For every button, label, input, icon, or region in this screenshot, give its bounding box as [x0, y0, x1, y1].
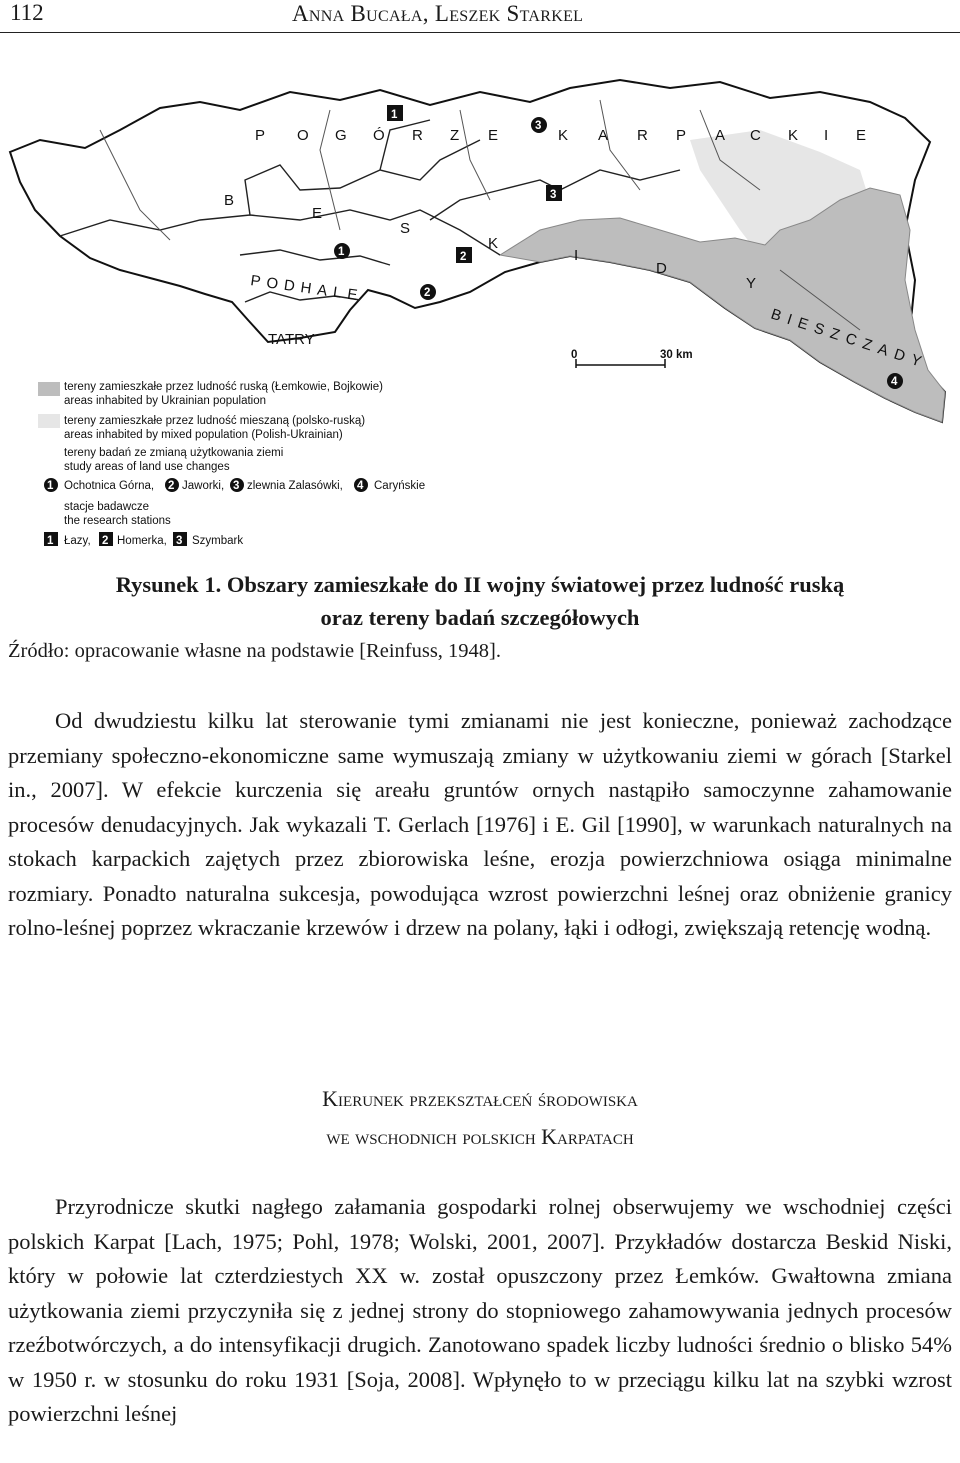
page-number: 112	[10, 0, 44, 25]
label-karpackie-P: P	[676, 127, 687, 144]
label-beskidy-K: K	[488, 235, 499, 252]
scale-bar	[571, 349, 693, 368]
station-2: Homerka,	[117, 535, 167, 547]
svg-text:3: 3	[535, 120, 542, 132]
paragraph-1-text: Od dwudziestu kilku lat sterowanie tymi zmianami nie jest konieczne, ponieważ zachodzące przemiany społeczno-ekonomiczne same wymuszają zmiany w użytkowaniu ziemi w górach [Starkel in., 2007]. W efekcie kurczenia się areału gruntów ornych nastąpiło samoczynne zahamowanie procesów denudacyjnych. Jak wykazali T. Gerlach [1976] i E. Gil [1990], w warunkach naturalnych na stokach karpackich zajętych przez zbiorowiska leśne, erozja powierzchniowa osiąga minimalne rozmiary. Ponadto naturalna sukcesja, powodująca wzrost powierzchni leśnej oraz obniżenie granicy rolno-leśnej poprzez wkraczanie krzewów i drzew na polany, łąki i odłogi, zwiększają retencję wodną.	[8, 708, 952, 940]
svg-text:1: 1	[391, 109, 398, 121]
svg-text:2: 2	[168, 480, 175, 492]
label-bieszczady: BIESZCZADY	[768, 305, 931, 373]
label-pogorze-O: O	[297, 127, 309, 144]
svg-text:2: 2	[102, 535, 109, 547]
station-1: Łazy,	[64, 535, 91, 547]
legend-study-pl: tereny badań ze zmianą użytkowania ziemi	[64, 447, 284, 459]
label-pogorze-P: P	[255, 127, 266, 144]
marker-square-2	[456, 247, 472, 263]
svg-text:3: 3	[233, 480, 240, 492]
marker-circle-4	[887, 373, 903, 389]
marker-circle-2	[420, 284, 436, 300]
running-head-authors: Anna Bucała, Leszek Starkel	[292, 1, 584, 26]
scale-end: 30 km	[660, 349, 693, 361]
marker-circle-1	[334, 243, 350, 259]
section-title-line-2: we wschodnich polskich Karpatach	[326, 1124, 634, 1149]
svg-text:2: 2	[424, 287, 431, 299]
study-site-4: Caryńskie	[374, 480, 426, 492]
legend-stations-en: the research stations	[64, 515, 171, 527]
label-tatry: TATRY	[268, 331, 315, 348]
legend-light-pl: tereny zamieszkałe przez ludność mieszaną (polsko-ruską)	[64, 415, 366, 427]
map-legend	[38, 381, 425, 547]
svg-text:1: 1	[47, 535, 54, 547]
legend-stations-pl: stacje badawcze	[64, 501, 150, 513]
paragraph-2-text: Przyrodnicze skutki nagłego załamania gospodarki rolnej obserwujemy we wschodniej części polskich Karpat [Lach, 1975; Pohl, 1978; Wolski, 2001, 2007]. Przykładów dostarcza Beskid Niski, który w połowie lat czterdziestych XX w. został opuszczony przez Łemków. Gwałtowna zmiana użytkowania ziemi przyczyniła się z jednej strony do stopniowego zahamowywania jednych procesów rzeźbotwórczych, a do intensyfikacji drugich. Zanotowano spadek liczby ludności średnio o blisko 54% w 1950 r. w stosunku do roku 1931 [Soja, 2008]. Wpłynęło to w przeciągu kilku lat na szybki wzrost powierzchni leśnej	[8, 1194, 952, 1426]
figure-map	[0, 70, 960, 560]
label-pogorze-Z: Z	[450, 127, 460, 144]
svg-text:4: 4	[891, 376, 898, 388]
label-pogorze-G: G	[335, 127, 347, 144]
legend-dark-en: areas inhabited by Ukrainian population	[64, 395, 267, 407]
study-site-1: Ochotnica Górna,	[64, 480, 155, 492]
label-karpackie-K2: K	[788, 127, 799, 144]
legend-dark-pl: tereny zamieszkałe przez ludność ruską (Łemkowie, Bojkowie)	[64, 381, 383, 393]
scale-zero: 0	[571, 349, 578, 361]
svg-text:1: 1	[47, 480, 54, 492]
study-site-2: Jaworki,	[182, 480, 225, 492]
label-beskidy-S: S	[400, 220, 411, 237]
label-karpackie-A2: A	[715, 127, 726, 144]
svg-text:2: 2	[460, 251, 467, 263]
svg-text:1: 1	[338, 246, 345, 258]
label-beskidy-Y: Y	[746, 275, 757, 292]
body-paragraph-2	[8, 1190, 952, 1432]
running-header	[0, 0, 960, 33]
label-karpackie-K: K	[558, 127, 569, 144]
label-pogorze-O2: Ó	[373, 127, 385, 144]
figure-source: Źródło: opracowanie własne na podstawie [Reinfuss, 1948].	[8, 640, 502, 662]
label-beskidy-I: I	[574, 247, 579, 264]
marker-circle-3	[531, 117, 547, 133]
label-beskidy-D: D	[656, 260, 667, 277]
label-karpackie-C: C	[750, 127, 761, 144]
section-title-line-1: Kierunek przekształceń środowiska	[322, 1086, 638, 1111]
label-karpackie-E: E	[856, 127, 867, 144]
legend-study-en: study areas of land use changes	[64, 461, 230, 473]
label-beskidy-E: E	[312, 205, 323, 222]
svg-text:4: 4	[357, 480, 364, 492]
label-pogorze-E: E	[488, 127, 499, 144]
marker-square-1	[387, 105, 403, 121]
body-paragraph-1	[8, 704, 952, 946]
marker-square-3	[546, 185, 562, 201]
caption-line-1: Rysunek 1. Obszary zamieszkałe do II wojny światowej przez ludność ruską	[115, 572, 845, 597]
caption-line-2: oraz tereny badań szczegółowych	[320, 605, 640, 630]
svg-text:3: 3	[550, 189, 557, 201]
label-podhale: PODHALE	[249, 272, 365, 305]
figure-caption	[0, 568, 960, 634]
label-pogorze-R: R	[412, 127, 423, 144]
svg-text:3: 3	[176, 535, 183, 547]
legend-light-en: areas inhabited by mixed population (Polish-Ukrainian)	[64, 429, 343, 441]
study-site-3: zlewnia Zalasówki,	[247, 480, 343, 492]
label-karpackie-I: I	[824, 127, 829, 144]
label-beskidy-B: B	[224, 192, 235, 209]
label-karpackie-A: A	[598, 127, 609, 144]
station-3: Szymbark	[192, 535, 244, 547]
label-karpackie-R: R	[637, 127, 648, 144]
